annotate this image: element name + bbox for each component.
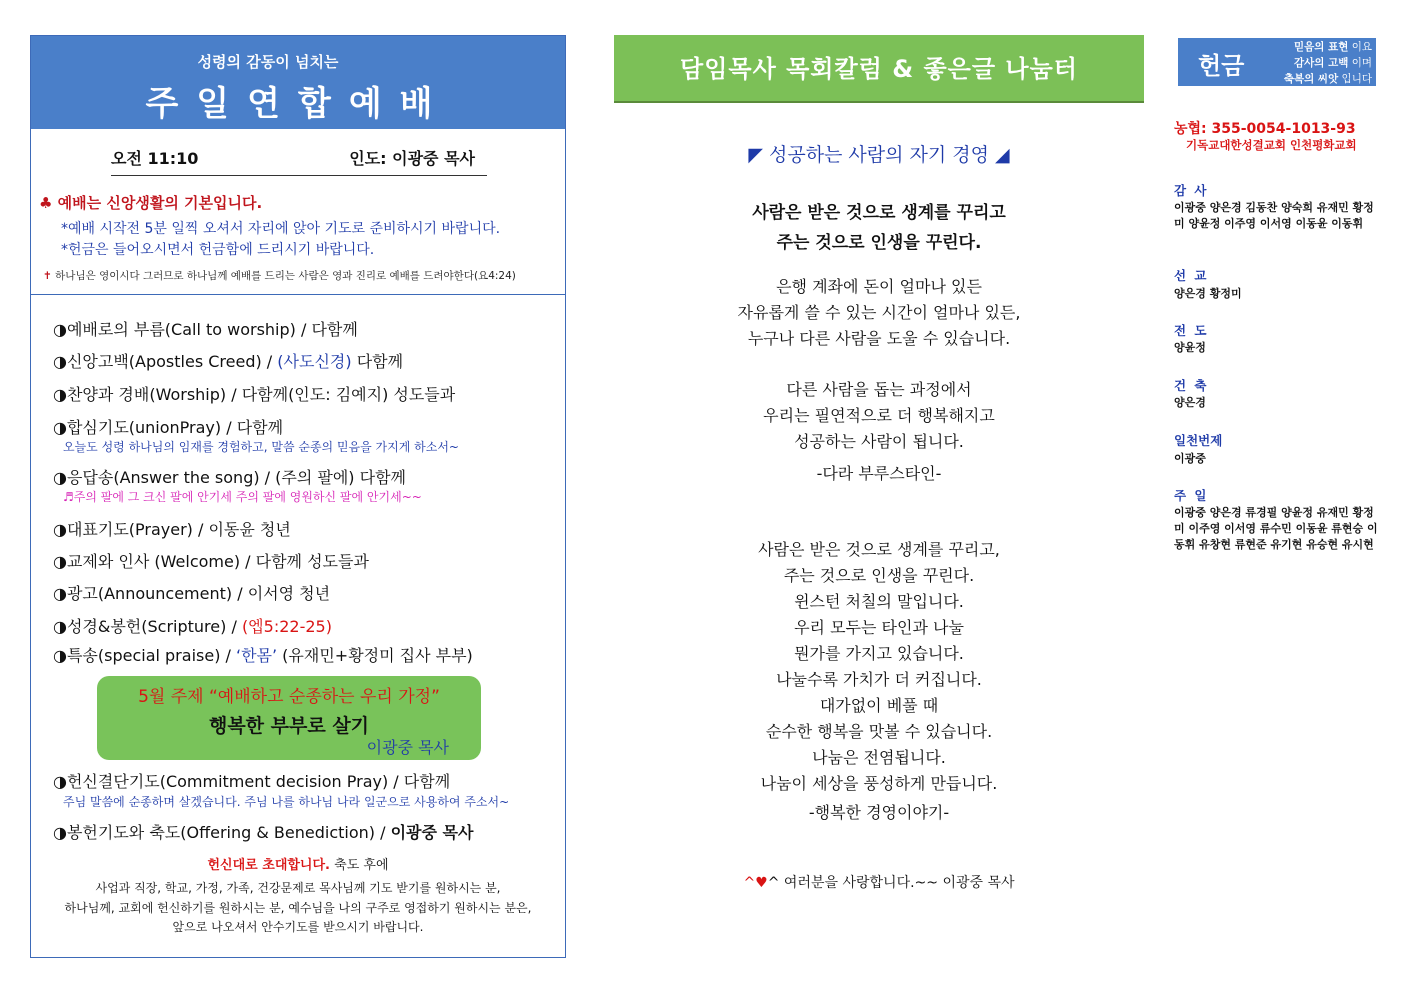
song-note: ♬주의 팔에 그 크신 팔에 안기세 주의 팔에 영원하신 팔에 안기세~~ <box>63 490 422 504</box>
verse-text: 하나님은 영이시다 그러므로 하나님께 예배를 드리는 사람은 영과 진리로 예배를 드려야한다(요4:24) <box>55 270 516 282</box>
order-item: ◑응답송(Answer the song) / (주의 팔에) 다함께 <box>53 468 407 487</box>
order-item: ◑예배로의 부름(Call to worship) / 다함께 <box>53 320 358 339</box>
order-item: ◑찬양과 경배(Worship) / 다함께(인도: 김예지) 성도들과 <box>53 385 456 404</box>
column-header: 담임목사 목회칼럼 & 좋은글 나눔터 <box>614 35 1144 103</box>
offering-line-3-tail: 입니다 <box>1338 73 1372 85</box>
worship-subtitle: 성령의 감동이 넘치는 <box>197 53 339 71</box>
worship-time-leader <box>111 146 487 176</box>
scripture-reference: (엡5:22-25) <box>241 617 332 636</box>
worship-rule-1: *예배 시작전 5분 일찍 오셔서 자리에 앉아 기도로 준비하시기 바랍니다. <box>61 221 501 237</box>
column-footer <box>614 872 1144 892</box>
order-item: ◑합심기도(unionPray) / 다함께 <box>53 418 284 437</box>
closing-invite-red: 헌신대로 초대합니다. <box>207 858 330 873</box>
order-item-label: ◑성경&봉헌(Scripture) / <box>53 617 242 636</box>
order-item <box>53 614 332 637</box>
column-source: -행복한 경영이야기- <box>808 803 950 822</box>
offering-line-2 <box>1294 55 1372 70</box>
church-name: 기독교대한성결교회 인천평화교회 <box>1186 138 1357 152</box>
category-thousand-offering-people: 이광중 <box>1174 452 1206 465</box>
heart-icon: ♥ <box>755 875 768 891</box>
column-line: 우리는 필연적으로 더 행복해지고 <box>763 406 995 425</box>
column-line: 자유롭게 쓸 수 있는 시간이 얼마나 있든, <box>737 303 1021 322</box>
sermon-title: 행복한 부부로 살기 <box>208 715 370 737</box>
column-line: 윈스턴 처칠의 말입니다. <box>794 592 964 611</box>
closing-invite-after: 축도 후에 <box>330 858 389 873</box>
lead-line: 주는 것으로 인생을 꾸린다. <box>776 233 982 253</box>
column-line: 대가없이 베풀 때 <box>819 696 939 715</box>
order-item-label: ◑신앙고백(Apostles Creed) / <box>53 352 278 371</box>
special-song-title: ‘한몸’ <box>236 646 278 665</box>
category-building: 건 축 <box>1174 378 1209 393</box>
footer-text: ^ 여러분을 사랑합니다.~~ 이광중 목사 <box>767 875 1015 891</box>
column-line: 은행 계좌에 돈이 얼마나 있든 <box>776 277 982 296</box>
prayer-note: 오늘도 성령 하나님의 임재를 경험하고, 말씀 순종의 믿음을 가지게 하소서~ <box>63 440 459 454</box>
worship-leader: 인도: 이광중 목사 <box>349 149 475 168</box>
column-line: 순수한 행복을 맛볼 수 있습니다. <box>765 722 993 741</box>
column-line: 다른 사람을 돕는 과정에서 <box>786 380 972 399</box>
column-line: 나눔이 세상을 풍성하게 만듭니다. <box>760 774 998 793</box>
divider <box>31 294 565 295</box>
category-mission: 선 교 <box>1174 268 1209 283</box>
category-evangelism-people: 양윤정 <box>1174 341 1206 354</box>
offering-line-1 <box>1294 39 1372 54</box>
category-thanks: 감 사 <box>1174 183 1209 198</box>
column-line: 나눌수록 가치가 더 커집니다. <box>776 670 982 689</box>
cross-icon: ✝ <box>43 270 52 282</box>
category-evangelism: 전 도 <box>1174 323 1209 338</box>
closing-invite <box>31 854 565 873</box>
order-item: ◑헌신결단기도(Commitment decision Pray) / 다함께 <box>53 772 451 791</box>
category-mission-people: 양은경 황정미 <box>1174 287 1242 300</box>
caret-left: ^ <box>743 875 756 891</box>
closing-line-1: 사업과 직장, 학교, 가정, 가족, 건강문제로 목사님께 기도 받기를 원하시는 분, <box>95 881 501 895</box>
category-sunday-people: 이광중 양은경 류경필 양윤정 유재민 황정미 이주영 이서영 류수민 이동윤 류현승 이동휘 유창현 류현준 유기현 유승현 유시현 <box>1174 506 1378 551</box>
worship-order-panel <box>30 35 566 958</box>
category-thanks-people: 이광중 양은경 김동찬 양숙희 유재민 황정미 양윤정 이주영 이서영 이동윤 이동휘 <box>1174 201 1374 230</box>
sermon-theme: 5월 주제 “예배하고 순종하는 우리 가정” <box>138 687 440 707</box>
worship-time: 오전 11:10 <box>111 149 199 168</box>
worship-rule-title: ♣ 예배는 신앙생활의 기본입니다. <box>39 194 263 212</box>
column-line: 누구나 다른 사람을 도울 수 있습니다. <box>747 329 1011 348</box>
order-item <box>53 349 403 372</box>
order-item <box>53 820 473 843</box>
offering-header <box>1178 38 1376 86</box>
column-title: ◤ 성공하는 사람의 자기 경영 ◢ <box>748 144 1010 166</box>
category-building-people: 양은경 <box>1174 396 1206 409</box>
closing-line-2: 하나님께, 교회에 헌신하기를 원하시는 분, 예수님을 나의 구주로 영접하기 원하시는 분은, <box>64 901 532 915</box>
order-item-tail: 다함께 <box>351 352 404 371</box>
commit-note: 주님 말씀에 순종하며 살겠습니다. 주님 나를 하나님 나라 일군으로 사용하여 주소서~ <box>63 795 510 809</box>
offering-line-1-key: 믿음의 표현 <box>1294 41 1349 53</box>
offering-title: 헌금 <box>1198 52 1245 80</box>
offering-line-3-key: 축복의 씨앗 <box>1283 73 1339 85</box>
lead-line: 사람은 받은 것으로 생계를 꾸리고 <box>752 203 1006 223</box>
order-item <box>53 643 473 666</box>
column-line: 우리 모두는 타인과 나눌 <box>794 618 964 637</box>
column-line: 성공하는 사람이 됩니다. <box>794 432 964 451</box>
closing-line-3: 앞으로 나오셔서 안수기도를 받으시기 바랍니다. <box>172 920 424 934</box>
order-item-highlight: (사도신경) <box>277 352 352 371</box>
column-line: 사람은 받은 것으로 생계를 꾸리고, <box>758 540 1000 559</box>
sermon-preacher: 이광중 목사 <box>366 738 449 757</box>
worship-rule-2: *헌금은 들어오시면서 헌금함에 드리시기 바랍니다. <box>61 242 375 258</box>
order-item-label: ◑봉헌기도와 축도(Offering & Benediction) / <box>53 823 391 842</box>
column-line: 뭔가를 가지고 있습니다. <box>794 644 964 663</box>
worship-header <box>31 36 565 129</box>
offering-line-2-tail: 이며 <box>1348 57 1372 69</box>
category-thousand-offering: 일천번제 <box>1174 433 1223 448</box>
order-item: ◑대표기도(Prayer) / 이동윤 청년 <box>53 520 291 539</box>
offering-line-2-key: 감사의 고백 <box>1294 57 1349 69</box>
bank-account: 농협: 355-0054-1013-93 <box>1174 121 1356 137</box>
column-source: -다라 부루스타인- <box>816 464 942 483</box>
worship-title: 주일연합예배 <box>145 84 451 124</box>
offering-line-1-tail: 이요 <box>1348 41 1372 53</box>
column-line: 나눔은 전염됩니다. <box>812 748 946 767</box>
order-item-label: ◑특송(special praise) / <box>53 646 236 665</box>
column-line: 주는 것으로 인생을 꾸린다. <box>783 566 975 585</box>
order-item: ◑교제와 인사 (Welcome) / 다함께 성도들과 <box>53 552 369 571</box>
offering-line-3 <box>1284 71 1372 86</box>
order-item: ◑광고(Announcement) / 이서영 청년 <box>53 584 331 603</box>
sermon-box <box>97 676 481 760</box>
category-sunday: 주 일 <box>1174 488 1209 503</box>
benediction-pastor: 이광중 목사 <box>390 823 474 842</box>
order-item-tail: (유재민+황정미 집사 부부) <box>277 646 473 665</box>
bible-verse <box>43 268 516 283</box>
